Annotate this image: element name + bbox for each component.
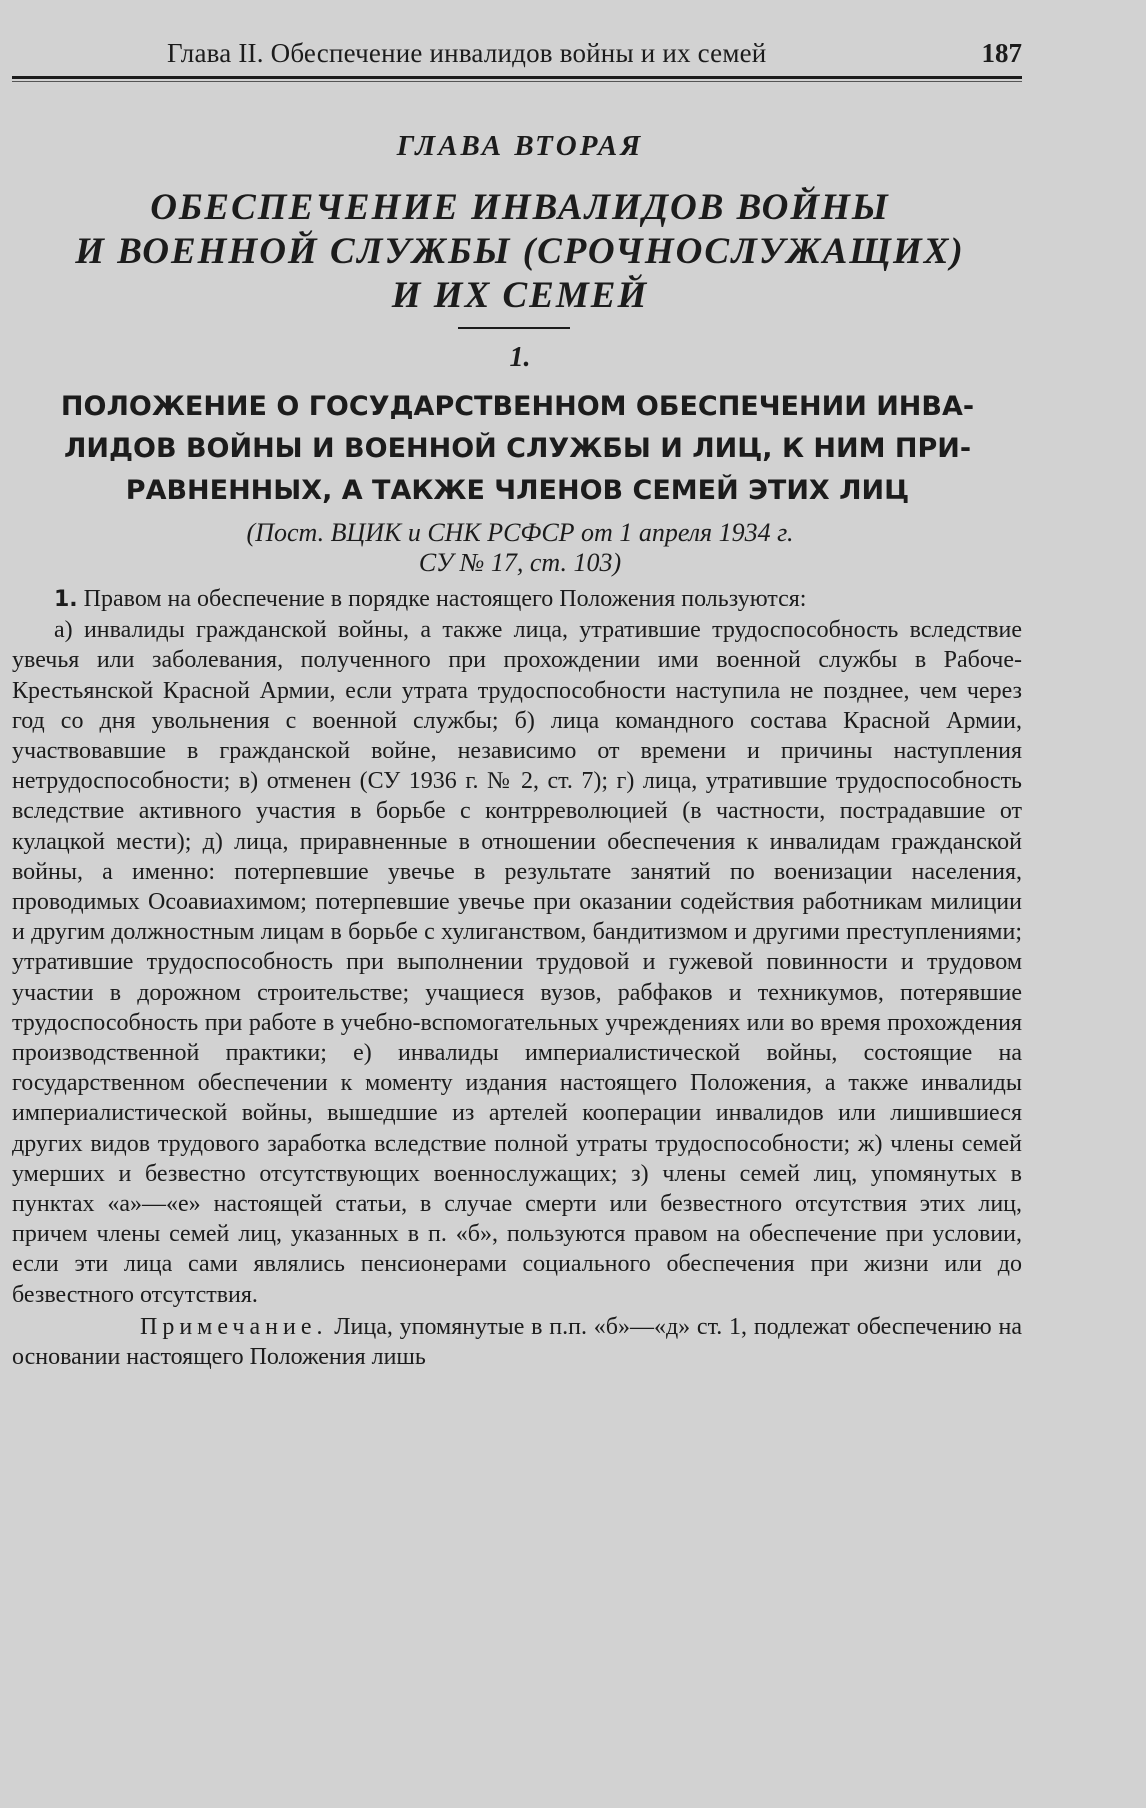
chapter-title-line: ОБЕСПЕЧЕНИЕ ИНВАЛИДОВ ВОЙНЫ [150, 187, 890, 228]
chapter-title-line: И ИХ СЕМЕЙ [391, 275, 649, 316]
document-source-line: (Пост. ВЦИК и СНК РСФСР от 1 апреля 1934 г. [246, 518, 794, 547]
body-text [12, 584, 1022, 1372]
article-paragraph: а) инвалиды гражданской войны, а также лица, утратившие трудоспособность вследствие увечья или заболевания, полученного при прохождении ими военной службы в Рабоче-Крестьянской Красной Армии, если утрата трудоспособности наступила не позднее, чем через год со дня увольнения с военной службы; б) лица командного состава Красной Армии, участвовавшие в гражданской войне, независимо от времени и причины наступления нетрудоспособности; в) отменен (СУ 1936 г. № 2, ст. 7); г) лица, утратившие трудоспособность вследствие активного участия в борьбе с контрреволюцией (в частности, пострадавшие от кулацкой мести); д) лица, приравненные в отношении обеспечения к инвалидам гражданской войны, а именно: потерпевшие увечье в результате занятий по военизации населения, проводимых Осоавиахимом; потерпевшие увечье при оказании содействия работникам милиции и другим должностным лицам в борьбе с хулиганством, бандитизмом и другими преступлениями; утратившие трудоспособность при выполнении трудовой и гужевой повинности и трудовом участии в дорожном строительстве; учащиеся вузов, рабфаков и техникумов, потерявшие трудоспособность при работе в учебно-вспомогательных учреждениях или во время прохождения производственной практики; е) инвалиды империалистической войны, состоящие на государственном обеспечении к моменту издания настоящего Положения, а также инвалиды империалистической войны, вышедшие из артелей кооперации инвалидов или лишившиеся других видов трудового заработка вследствие полной утраты трудоспособности; ж) члены семей умерших и безвестно отсутствующих военнослужащих; з) члены семей лиц, упомянутых в пунктах «а»—«е» настоящей статьи, в случае смерти или безвестного отсутствия этих лиц, причем члены семей лиц, указанных в п. «б», пользуются правом на обеспечение при условии, если эти лица сами являлись пенсионерами социального обеспечения при жизни или до безвестного отсутствия. [12, 617, 1022, 1308]
article-intro: Правом на обеспечение в порядке настоящего Положения пользуются: [83, 586, 807, 612]
page-number: 187 [981, 38, 1022, 68]
document-title-line: ЛИДОВ ВОЙНЫ И ВОЕННОЙ СЛУЖБЫ И ЛИЦ, К НИМ ПРИ- [63, 433, 972, 464]
note-paragraph [12, 1312, 1022, 1372]
section-number: 1. [509, 342, 531, 373]
running-title: Глава II. Обеспечение инвалидов войны и их семей [167, 38, 767, 68]
document-title-line: РАВНЕННЫХ, А ТАКЖЕ ЧЛЕНОВ СЕМЕЙ ЭТИХ ЛИЦ [125, 475, 910, 506]
document-title [10, 386, 1025, 512]
note-text: Лица, упомянутые в п.п. «б»—«д» ст. 1, подлежат обеспечению на основании настоящего Положения лишь [12, 1313, 1022, 1371]
article-number: 1. [54, 587, 78, 612]
header-rule [12, 76, 1022, 82]
article-intro-paragraph [12, 584, 1022, 615]
chapter-title-line: И ВОЕННОЙ СЛУЖБЫ (СРОЧНОСЛУЖАЩИХ) [75, 231, 965, 272]
note-label: Примечание. [140, 1313, 328, 1340]
section-divider [458, 327, 570, 329]
document-title-line: ПОЛОЖЕНИЕ О ГОСУДАРСТВЕННОМ ОБЕСПЕЧЕНИИ ИНВА- [60, 391, 975, 422]
chapter-title [0, 186, 1040, 318]
document-source [0, 518, 1040, 578]
running-header [12, 38, 1022, 74]
document-source-line: СУ № 17, ст. 103) [418, 548, 622, 577]
chapter-label: ГЛАВА ВТОРАЯ [396, 130, 644, 162]
